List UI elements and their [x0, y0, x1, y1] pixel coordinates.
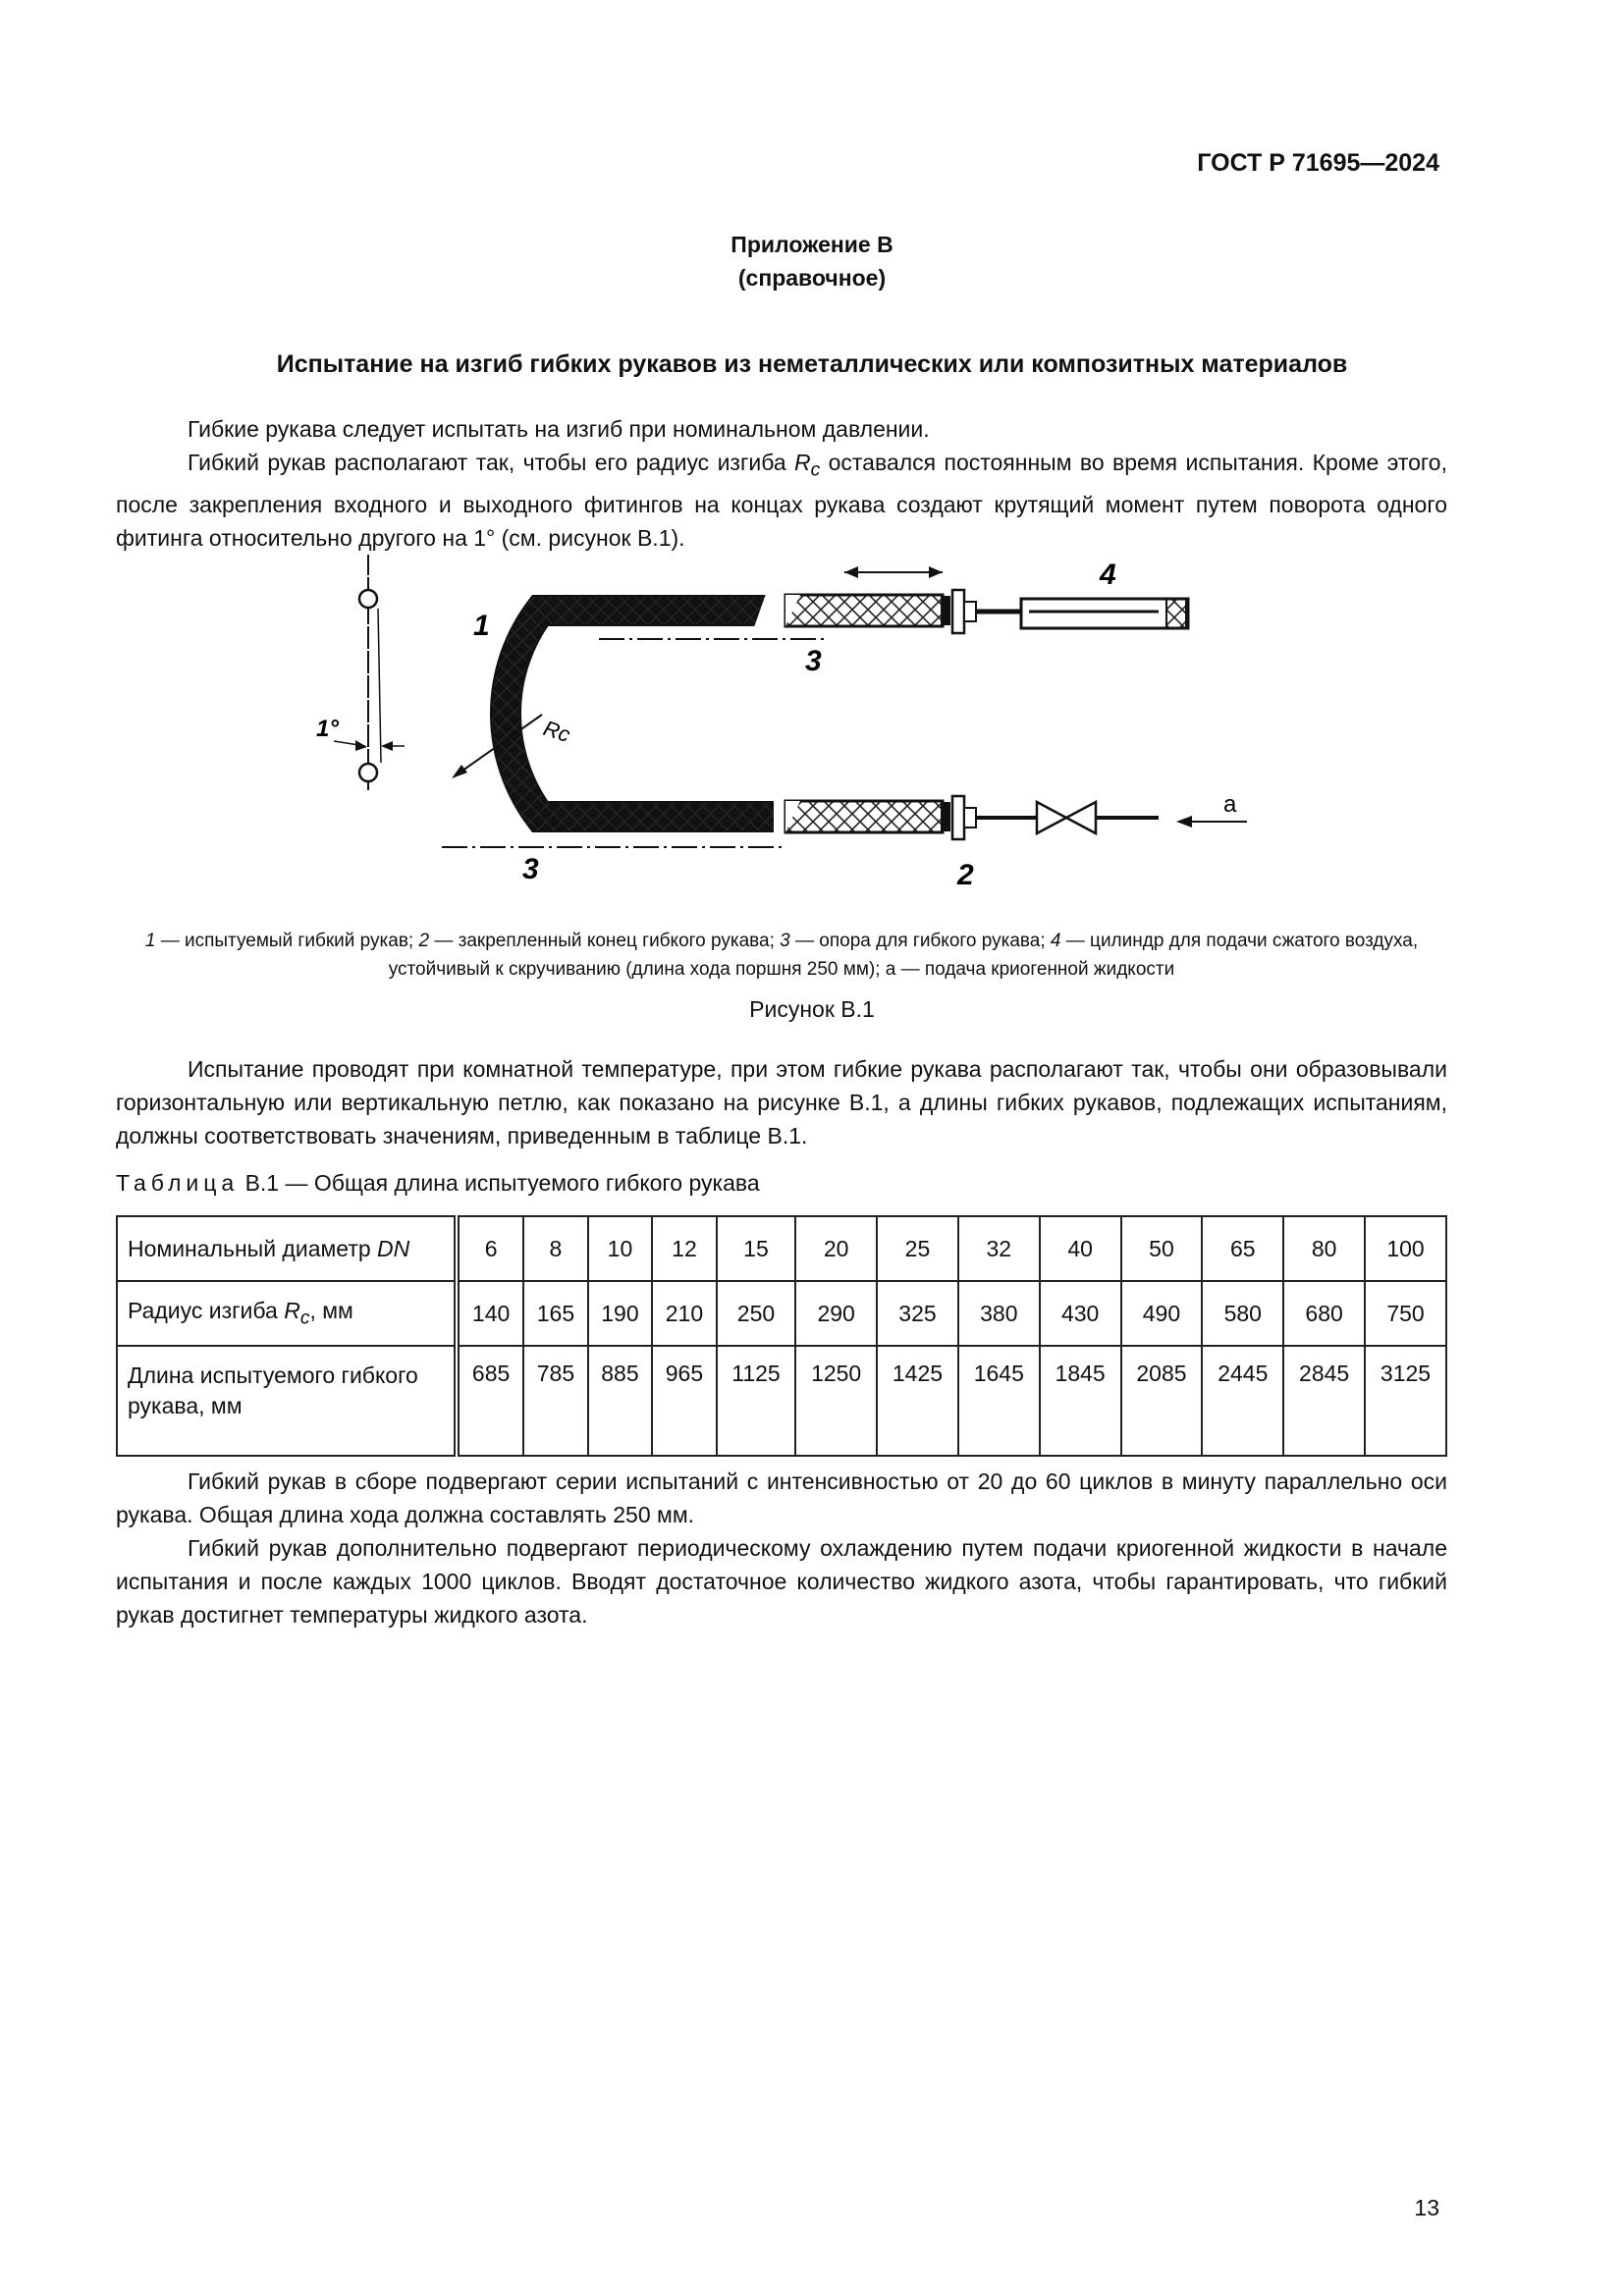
- table-cell: 15: [717, 1216, 796, 1281]
- row-head-dn-text: Номинальный диаметр: [128, 1235, 378, 1261]
- closing-text: [116, 1465, 1447, 1631]
- table-cell: 8: [523, 1216, 588, 1281]
- table-row-radius: [117, 1281, 1446, 1346]
- length-table: [116, 1215, 1447, 1457]
- table-cell: 65: [1202, 1216, 1283, 1281]
- section-title: Испытание на изгиб гибких рукавов из неметаллических или композитных материалов: [276, 350, 1348, 378]
- table-cell: 80: [1283, 1216, 1365, 1281]
- caption-num-3: 3: [780, 931, 790, 951]
- caption-num-1: 1: [144, 931, 156, 951]
- table-cell: 100: [1365, 1216, 1446, 1281]
- table-cell: 50: [1121, 1216, 1203, 1281]
- table-cell: 40: [1040, 1216, 1121, 1281]
- table-cell: 32: [958, 1216, 1040, 1281]
- table-cell: 3125: [1365, 1346, 1446, 1456]
- table-cell: 20: [795, 1216, 877, 1281]
- valve-icon: [1037, 802, 1066, 833]
- table-cell: 210: [652, 1281, 717, 1346]
- bend-test-figure: [295, 555, 1257, 908]
- table-cell: 2845: [1283, 1346, 1365, 1456]
- intro-p2-part-b: оставался постоянным во время испытания. Кроме этого, после закрепления входного и выходного фитингов на концах рукава создают крутящий момент путем поворота одного фитинга относительно другого на 1° (см. рисунок В.1).: [116, 450, 1447, 551]
- table-cell: 685: [457, 1346, 523, 1456]
- caption-text-2: — закрепленный конец гибкого рукава;: [429, 931, 781, 951]
- row-head-radius: [117, 1281, 457, 1346]
- figure-caption: [116, 927, 1447, 984]
- table-caption: В.1 — Общая длина испытуемого гибкого рукава: [239, 1170, 760, 1196]
- caption-num-4: 4: [1050, 931, 1061, 951]
- table-cell: 490: [1121, 1281, 1203, 1346]
- body-text: [116, 1052, 1447, 1152]
- table-cell: 12: [652, 1216, 717, 1281]
- table-cell: 1845: [1040, 1346, 1121, 1456]
- table-cell: 885: [588, 1346, 653, 1456]
- row-head-radius-unit: , мм: [309, 1297, 353, 1323]
- caption-text-4: — цилиндр для подачи сжатого воздуха, устойчивый к скручиванию (длина хода поршня 250 мм); а — подача криогенной жидкости: [388, 931, 1419, 980]
- intro-paragraph-2: [116, 446, 1447, 555]
- row-head-dn-symbol: DN: [377, 1235, 410, 1261]
- table-cell: 680: [1283, 1281, 1365, 1346]
- test-hose: [506, 611, 774, 817]
- body-paragraph-1: Испытание проводят при комнатной температуре, при этом гибкие рукава располагают так, чтобы они образовывали горизонтальную или вертикальную петлю, как показано на рисунке В.1, а длины гибких рукавов, подлежащих испытаниям, должны соответствовать значениям, приведенным в таблице В.1.: [116, 1056, 1447, 1148]
- radius-symbol: R: [794, 450, 811, 475]
- table-cell: 2085: [1121, 1346, 1203, 1456]
- table-title: [116, 1170, 760, 1197]
- intro-text: [116, 412, 1447, 555]
- annex-subtitle: (справочное): [737, 265, 887, 291]
- label-angle: 1°: [316, 716, 339, 742]
- label-support-bottom: 3: [522, 853, 539, 885]
- pivot-bottom: [359, 764, 377, 781]
- intro-paragraph-1: Гибкие рукава следует испытать на изгиб при номинальном давлении.: [188, 416, 930, 442]
- air-cylinder: [1021, 599, 1188, 628]
- label-fixed-end: 2: [957, 859, 974, 891]
- page-number: 13: [1414, 2195, 1439, 2220]
- caption-text-1: — испытуемый гибкий рукав;: [155, 931, 419, 951]
- annex-title: Приложение В: [731, 232, 893, 257]
- label-hose: 1: [473, 610, 490, 642]
- table-row-length: [117, 1346, 1446, 1456]
- table-label: Таблица: [116, 1170, 240, 1196]
- label-cylinder: 4: [1100, 559, 1116, 591]
- table-cell: 190: [588, 1281, 653, 1346]
- table-cell: 2445: [1202, 1346, 1283, 1456]
- table-cell: 1125: [717, 1346, 796, 1456]
- row-head-radius-symbol: R: [284, 1297, 300, 1323]
- label-support-top: 3: [805, 645, 822, 677]
- intro-p2-part-a: Гибкий рукав располагают так, чтобы его радиус изгиба: [188, 450, 795, 475]
- table-cell: 1425: [877, 1346, 958, 1456]
- table-row-dn: [117, 1216, 1446, 1281]
- table-cell: 965: [652, 1346, 717, 1456]
- table-cell: 6: [457, 1216, 523, 1281]
- radius-subscript: c: [810, 459, 821, 481]
- table-cell: 165: [523, 1281, 588, 1346]
- row-head-dn: [117, 1216, 457, 1281]
- table-cell: 140: [457, 1281, 523, 1346]
- table-cell: 785: [523, 1346, 588, 1456]
- caption-text-3: — опора для гибкого рукава;: [789, 931, 1051, 951]
- row-head-length: Длина испытуемого гибкого рукава, мм: [117, 1346, 457, 1456]
- caption-num-2: 2: [418, 931, 430, 951]
- table-cell: 25: [877, 1216, 958, 1281]
- label-feed: а: [1223, 791, 1237, 818]
- document-code: ГОСТ Р 71695—2024: [1197, 149, 1439, 177]
- table-cell: 1250: [795, 1346, 877, 1456]
- table-cell: 380: [958, 1281, 1040, 1346]
- row-head-radius-subscript: c: [299, 1308, 310, 1329]
- table-cell: 1645: [958, 1346, 1040, 1456]
- row-head-radius-text: Радиус изгиба: [128, 1297, 285, 1323]
- table-cell: 290: [795, 1281, 877, 1346]
- table-cell: 580: [1202, 1281, 1283, 1346]
- pivot-top: [359, 590, 377, 608]
- figure-title: Рисунок В.1: [749, 996, 875, 1022]
- annex-heading: [0, 228, 1624, 294]
- table-cell: 430: [1040, 1281, 1121, 1346]
- closing-paragraph-2: Гибкий рукав дополнительно подвергают периодическому охлаждению путем подачи криогенной жидкости в начале испытания и после каждых 1000 циклов. Вводят достаточное количество жидкого азота, чтобы гарантировать, что гибкий рукав достигнет температуры жидкого азота.: [116, 1535, 1447, 1628]
- table-cell: 250: [717, 1281, 796, 1346]
- table-cell: 325: [877, 1281, 958, 1346]
- label-radius: Rc: [540, 715, 573, 748]
- table-cell: 750: [1365, 1281, 1446, 1346]
- closing-paragraph-1: Гибкий рукав в сборе подвергают серии испытаний с интенсивностью от 20 до 60 циклов в минуту параллельно оси рукава. Общая длина хода должна составлять 250 мм.: [116, 1468, 1447, 1527]
- table-cell: 10: [588, 1216, 653, 1281]
